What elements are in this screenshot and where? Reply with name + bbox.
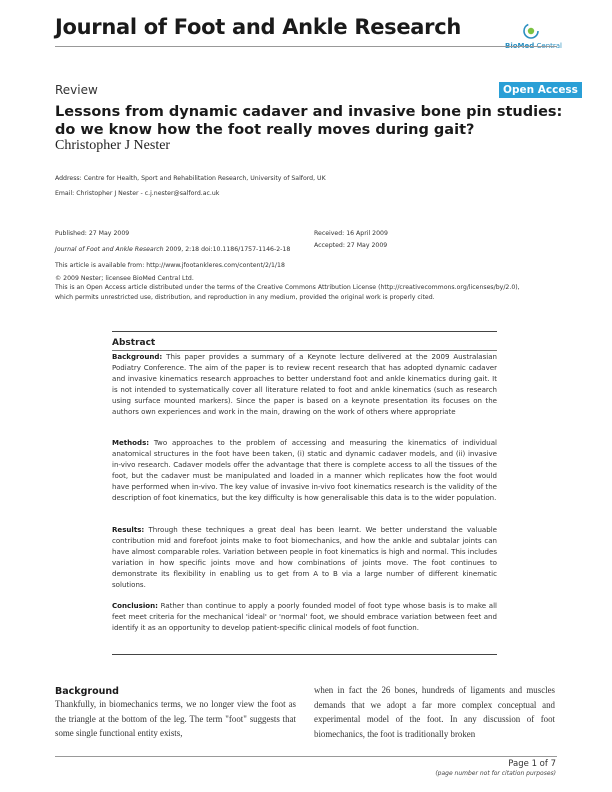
author-address: Address: Centre for Health, Sport and Rehabilitation Research, University of Salford, UK	[55, 175, 326, 182]
author-name: Christopher J Nester	[55, 138, 171, 153]
header-rule	[55, 46, 557, 47]
article-type-label: Review	[55, 83, 98, 97]
footer-rule	[55, 756, 557, 757]
page-note: (page number not for citation purposes)	[435, 770, 556, 777]
abstract-background: Background: This paper provides a summary of a Keynote lecture delivered at the 2009 Australasian Podiatry Conference. The aim of the paper is to review recent research that has adopted dynamic cadaver and invasive kinematics research approaches to better understand foot and ankle kinematics during gait. It is not intended to systematically cover all literature related to foot and ankle kinematics (such as research using surface mounted markers). Since the paper is based on a keynote presentation its focuses on the authors own experiences and work in the main, drawing on the work of others where appropriate	[112, 352, 497, 416]
received-date: Received: 16 April 2009	[314, 230, 388, 237]
biomed-central-logo-text: BioMed Central	[505, 42, 562, 50]
article-title: Lessons from dynamic cadaver and invasive bone pin studies: do we know how the foot really moves during gait?	[55, 104, 563, 138]
license-text-line-1: This is an Open Access article distributed under the terms of the Creative Commons Attribution License (http://creativecommons.org/licenses/by/2.0),	[55, 284, 520, 291]
published-date: Published: 27 May 2009	[55, 230, 130, 237]
abstract-rule	[112, 350, 497, 351]
license-text-line-2: which permits unrestricted use, distribution, and reproduction in any medium, provided the original work is properly cited.	[55, 294, 435, 301]
abstract-heading: Abstract	[112, 338, 156, 348]
journal-title: Journal of Foot and Ankle Research	[55, 15, 462, 39]
biomed-central-logo-icon	[522, 22, 540, 40]
page-number: Page 1 of 7	[508, 759, 556, 769]
accepted-date: Accepted: 27 May 2009	[314, 242, 388, 249]
open-access-badge: Open Access	[499, 82, 582, 98]
abstract-methods: Methods: Two approaches to the problem of accessing and measuring the kinematics of individual anatomical structures in the foot have been taken, (i) static and dynamic cadaver models, and (ii) invasive in-vivo research. Cadaver models offer the advantage that there is complete access to all the tissues of the foot, but the cadaver must be manipulated and loaded in a manner which replicates how the foot would have performed when in-vivo. The key value of invasive in-vivo foot kinematics research is the validity of the description of foot kinematics, but the key difficulty is how generalisable this data is to the wider population.	[112, 438, 497, 502]
article-url[interactable]: This article is available from: http://www.jfootankleres.com/content/2/1/18	[55, 262, 285, 269]
abstract-results: Results: Through these techniques a great deal has been learnt. We better understand the valuable contribution mid and forefoot joints make to foot biomechanics, and how the ankle and subtalar joints can have almost comparable roles. Variation between people in foot kinematics is high and normal. This includes variation in how specific joints move and how combinations of joints move. The foot continues to demonstrate its flexibility in enabling us to get from A to B via a large number of different kinematic solutions.	[112, 525, 497, 589]
body-column-right: when in fact the 26 bones, hundreds of ligaments and muscles demands that we adopt a far more complex conceptual and experimental model of the foot. In any discussion of foot biomechanics, the foot is traditionally broken	[314, 685, 555, 739]
background-heading: Background	[55, 686, 119, 697]
abstract-box	[112, 331, 497, 655]
abstract-conclusion: Conclusion: Rather than continue to apply a poorly founded model of foot type whose basis is to make all feet meet criteria for the mechanical 'ideal' or 'normal' foot, we should embrace variation between feet and identify it as an opportunity to develop patient-specific clinical models of foot function.	[112, 601, 497, 632]
author-email[interactable]: Email: Christopher J Nester - c.j.nester@salford.ac.uk	[55, 190, 220, 197]
body-column-left: Thankfully, in biomechanics terms, we no longer view the foot as the triangle at the bottom of the leg. The term "foot" suggests that some single functional entity exists,	[55, 699, 296, 738]
citation: Journal of Foot and Ankle Research 2009, 2:18 doi:10.1186/1757-1146-2-18	[55, 246, 291, 253]
copyright-notice: © 2009 Nester; licensee BioMed Central Ltd.	[55, 275, 194, 282]
